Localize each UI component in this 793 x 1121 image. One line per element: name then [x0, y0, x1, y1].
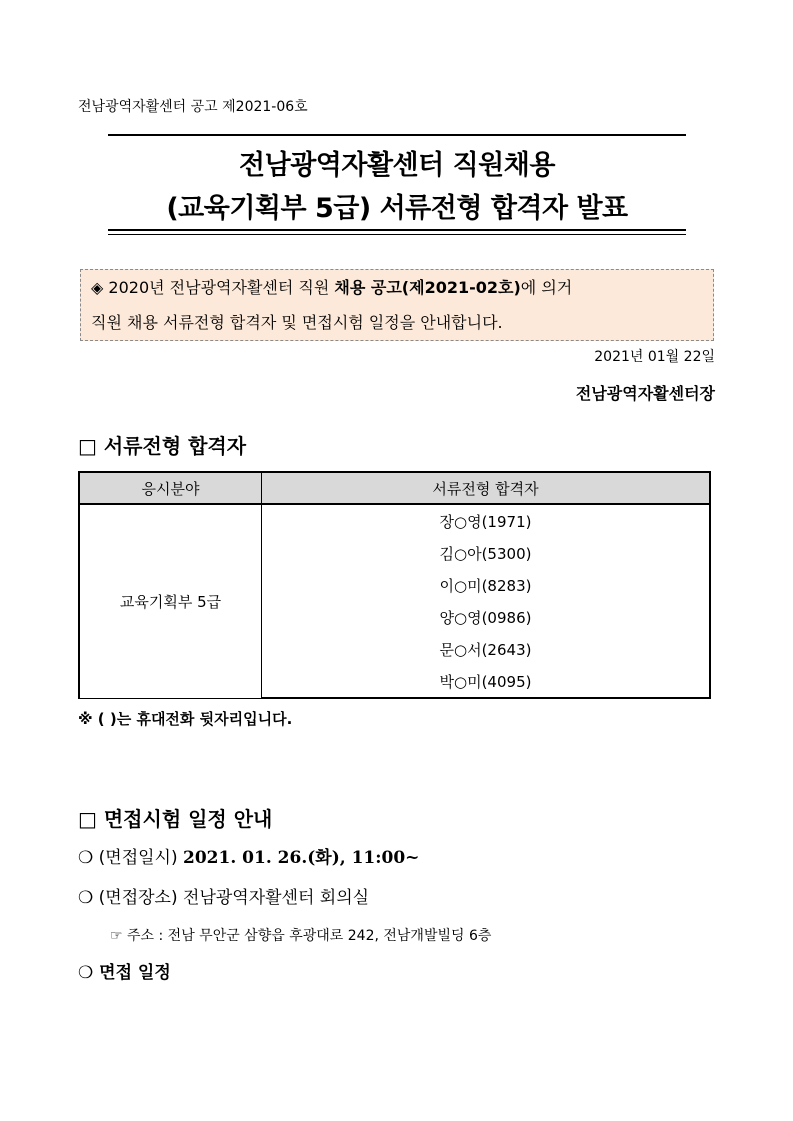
passer-name: 문○서(2643): [262, 633, 711, 665]
table-row: [79, 504, 710, 537]
interview-place-value: 전남광역자활센터 회의실: [183, 888, 370, 908]
passer-name: 김○아(5300): [262, 537, 711, 569]
issuer: 전남광역자활센터장: [575, 384, 715, 403]
passer-name: 이○미(8283): [262, 569, 711, 601]
results-table: [78, 471, 711, 699]
passer-name: 장○영(1971): [262, 504, 711, 537]
header-field: 응시분야: [79, 472, 262, 504]
interview-schedule: ❍ 면접 일정: [78, 963, 171, 983]
diamond-icon: ◈: [91, 278, 104, 297]
info-box-line1: ◈ 2020년 전남광역자활센터 직원 채용 공고(제2021-02호)에 의거: [91, 278, 573, 297]
interview-datetime: ❍ (면접일시) 2021. 01. 26.(화), 11:00~: [78, 848, 420, 868]
section-title-interview: □ 면접시험 일정 안내: [78, 807, 273, 831]
interview-address: ☞ 주소 : 전남 무안군 삼향읍 후광대로 242, 전남개발빌딩 6층: [110, 928, 492, 944]
passer-name: 양○영(0986): [262, 601, 711, 633]
section-title-results: □ 서류전형 합격자: [78, 434, 247, 458]
interview-place: ❍ (면접장소) 전남광역자활센터 회의실: [78, 888, 370, 908]
notice-number: 전남광역자활센터 공고 제2021-06호: [78, 99, 308, 115]
field-cell: 교육기획부 5급: [79, 504, 262, 698]
footnote: ※ ( )는 휴대전화 뒷자리입니다.: [78, 710, 293, 728]
title-top-rule: [108, 134, 686, 136]
header-passers: 서류전형 합격자: [262, 472, 711, 504]
page-title-line1: 전남광역자활센터 직원채용: [239, 150, 555, 181]
info-box-line2: 직원 채용 서류전형 합격자 및 면접시험 일정을 안내합니다.: [91, 313, 503, 332]
page-title-line2: (교육기획부 5급) 서류전형 합격자 발표: [166, 193, 628, 224]
passer-name: 박○미(4095): [262, 665, 711, 698]
announcement-date: 2021년 01월 22일: [594, 349, 715, 365]
interview-datetime-value: 2021. 01. 26.(화), 11:00~: [183, 848, 420, 868]
title-bottom-rule: [108, 229, 686, 231]
info-box: [80, 269, 714, 341]
title-bottom-rule-thin: [108, 234, 686, 235]
table-header-row: [79, 472, 710, 504]
notice-reference: 채용 공고(제2021-02호): [334, 278, 521, 297]
